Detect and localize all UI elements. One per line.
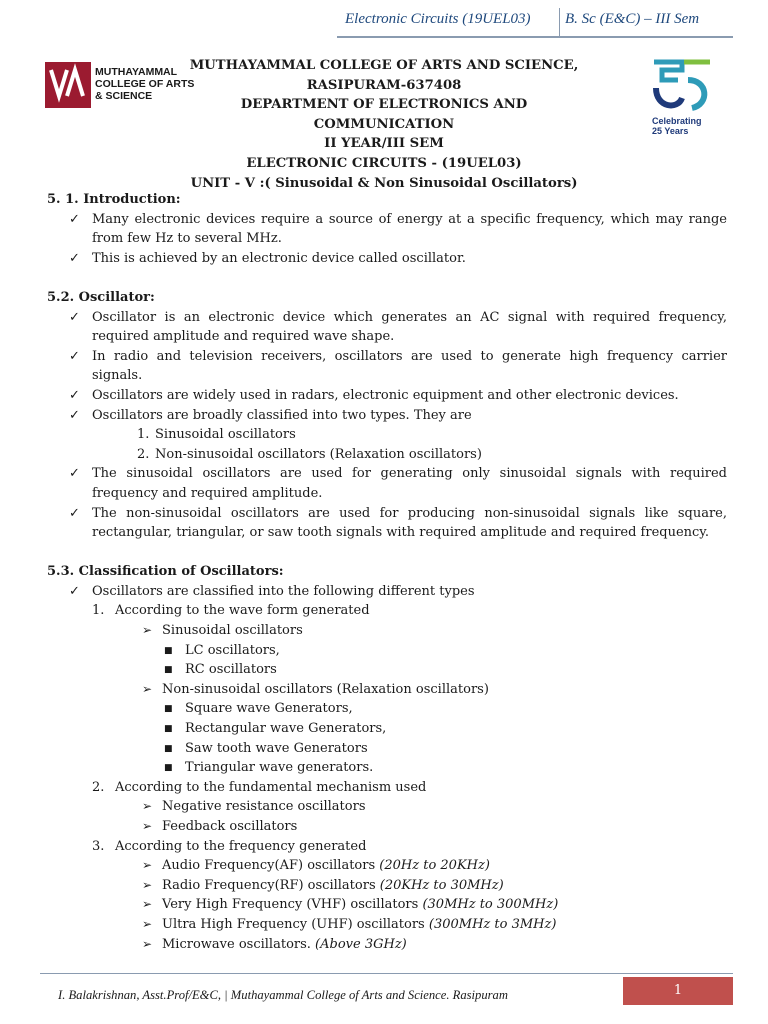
sub-sub-item: ■ RC oscillators <box>47 660 727 680</box>
list-item: ✓ The non-sinusoidal oscillators are used for producing non-sinusoidal signals like square, rectangular, triangular, or saw tooth signals with required amplitude and required frequency. <box>69 505 727 541</box>
page-number: 1 <box>623 977 733 1005</box>
sub-item: ➢ Sinusoidal oscillators <box>47 621 727 641</box>
list-item: ✓ Many electronic devices require a source of energy at a specific frequency, which may range from few Hz to several MHz. <box>69 211 727 247</box>
sub-item: ➢ Microwave oscillators. (Above 3GHz) <box>47 935 727 955</box>
list-item: ✓ Oscillator is an electronic device which generates an AC signal with required frequency, required amplitude and required wave shape. <box>69 309 727 345</box>
square-bullet-icon: ■ <box>164 665 173 676</box>
anniversary-logo <box>648 48 720 138</box>
sub-item: ➢ Audio Frequency(AF) oscillators (20Hz to 20KHz) <box>47 856 727 876</box>
subject-name: ELECTRONIC CIRCUITS - (19UEL03) <box>246 155 522 171</box>
arrow-bullet-icon: ➢ <box>142 877 153 892</box>
sub-item: ➢ Very High Frequency (VHF) oscillators (30MHz to 300MHz) <box>47 895 727 915</box>
college-location: RASIPURAM-637408 <box>306 77 462 93</box>
square-bullet-icon: ■ <box>164 724 173 735</box>
numbered-item: 2. Non-sinusoidal oscillators (Relaxation oscillators) <box>137 446 482 462</box>
sub-sub-item: ■ Rectangular wave Generators, <box>47 719 727 739</box>
arrow-bullet-icon: ➢ <box>142 799 153 814</box>
header-separator <box>559 8 560 36</box>
list-item: ✓ The sinusoidal oscillators are used for generating only sinusoidal signals with required frequency and required amplitude. <box>69 466 727 501</box>
list-item: ✓ Oscillators are classified into the following different types <box>47 582 727 602</box>
arrow-bullet-icon: ➢ <box>142 936 153 951</box>
square-bullet-icon: ■ <box>164 645 173 656</box>
numbered-item: 1. Sinusoidal oscillators <box>137 427 296 443</box>
arrow-bullet-icon: ➢ <box>142 681 153 696</box>
sub-item: ➢ Non-sinusoidal oscillators (Relaxation oscillators) <box>47 680 727 700</box>
numbered-item: 2. According to the fundamental mechanism used <box>92 779 427 795</box>
arrow-bullet-icon: ➢ <box>142 916 153 931</box>
list-item: ✓ Oscillators are broadly classified into two types. They are <box>47 406 727 426</box>
checkmark-icon: ✓ <box>69 466 80 482</box>
checkmark-icon: ✓ <box>69 387 80 403</box>
arrow-bullet-icon: ➢ <box>142 623 153 638</box>
college-name: MUTHAYAMMAL COLLEGE OF ARTS AND SCIENCE, <box>189 58 579 73</box>
checkmark-icon: ✓ <box>69 309 80 325</box>
square-bullet-icon: ■ <box>164 743 173 754</box>
page-footer <box>40 973 733 1004</box>
arrow-bullet-icon: ➢ <box>142 858 153 873</box>
document-title-block <box>180 56 588 193</box>
sub-item: ➢ Negative resistance oscillators <box>47 797 727 817</box>
sub-sub-item: ■ LC oscillators, <box>47 641 727 661</box>
checkmark-icon: ✓ <box>69 348 80 364</box>
square-bullet-icon: ■ <box>164 704 173 715</box>
sub-item: ➢ Radio Frequency(RF) oscillators (20KHz to 30MHz) <box>47 876 727 896</box>
section-heading: 5.3. Classification of Oscillators: <box>47 564 284 580</box>
section-heading: 5. 1. Introduction: <box>47 192 181 207</box>
numbered-item: 3. According to the frequency generated <box>92 838 367 854</box>
list-item: ✓ In radio and television receivers, oscillators are used to generate high frequency carrier signals. <box>69 348 727 384</box>
checkmark-icon: ✓ <box>69 407 80 423</box>
document-body <box>47 190 727 954</box>
college-logo <box>45 62 195 108</box>
list-item: ✓ This is achieved by an electronic device called oscillator. <box>47 249 727 269</box>
list-item: ✓ Oscillators are widely used in radars, electronic equipment and other electronic devices. <box>47 386 727 406</box>
square-bullet-icon: ■ <box>164 763 173 774</box>
sub-sub-item: ■ Triangular wave generators. <box>47 758 727 778</box>
svg-text:& SCIENCE: & SCIENCE <box>95 90 153 102</box>
header-semester: B. Sc (E&C) – III Sem <box>565 11 700 27</box>
svg-text:MUTHAYAMMAL: MUTHAYAMMAL <box>95 66 178 78</box>
year-semester: II YEAR/III SEM <box>324 136 444 152</box>
sub-item: ➢ Ultra High Frequency (UHF) oscillators (300MHz to 3MHz) <box>47 915 727 935</box>
sub-item: ➢ Feedback oscillators <box>47 817 727 837</box>
checkmark-icon: ✓ <box>69 583 80 599</box>
unit-title: UNIT - V :( Sinusoidal & Non Sinusoidal Oscillators) <box>190 175 578 191</box>
arrow-bullet-icon: ➢ <box>142 819 153 833</box>
sub-sub-item: ■ Saw tooth wave Generators <box>47 739 727 759</box>
numbered-item: 1. According to the wave form generated <box>92 603 370 619</box>
running-header <box>337 8 733 38</box>
department-name: DEPARTMENT OF ELECTRONICS AND COMMUNICATION <box>240 97 528 132</box>
arrow-bullet-icon: ➢ <box>142 897 153 912</box>
sub-sub-item: ■ Square wave Generators, <box>47 699 727 719</box>
footer-author: I. Balakrishnan, Asst.Prof/E&C, | Muthayammal College of Arts and Science. Rasipuram <box>58 988 508 1002</box>
svg-text:Celebrating: Celebrating <box>652 116 702 126</box>
checkmark-icon: ✓ <box>69 250 80 266</box>
checkmark-icon: ✓ <box>69 505 80 521</box>
header-course: Electronic Circuits (19UEL03) <box>345 11 531 27</box>
section-heading: 5.2. Oscillator: <box>47 289 155 305</box>
svg-text:25 Years: 25 Years <box>652 126 689 136</box>
checkmark-icon: ✓ <box>69 211 80 227</box>
svg-text:COLLEGE OF ARTS: COLLEGE OF ARTS <box>95 78 195 90</box>
